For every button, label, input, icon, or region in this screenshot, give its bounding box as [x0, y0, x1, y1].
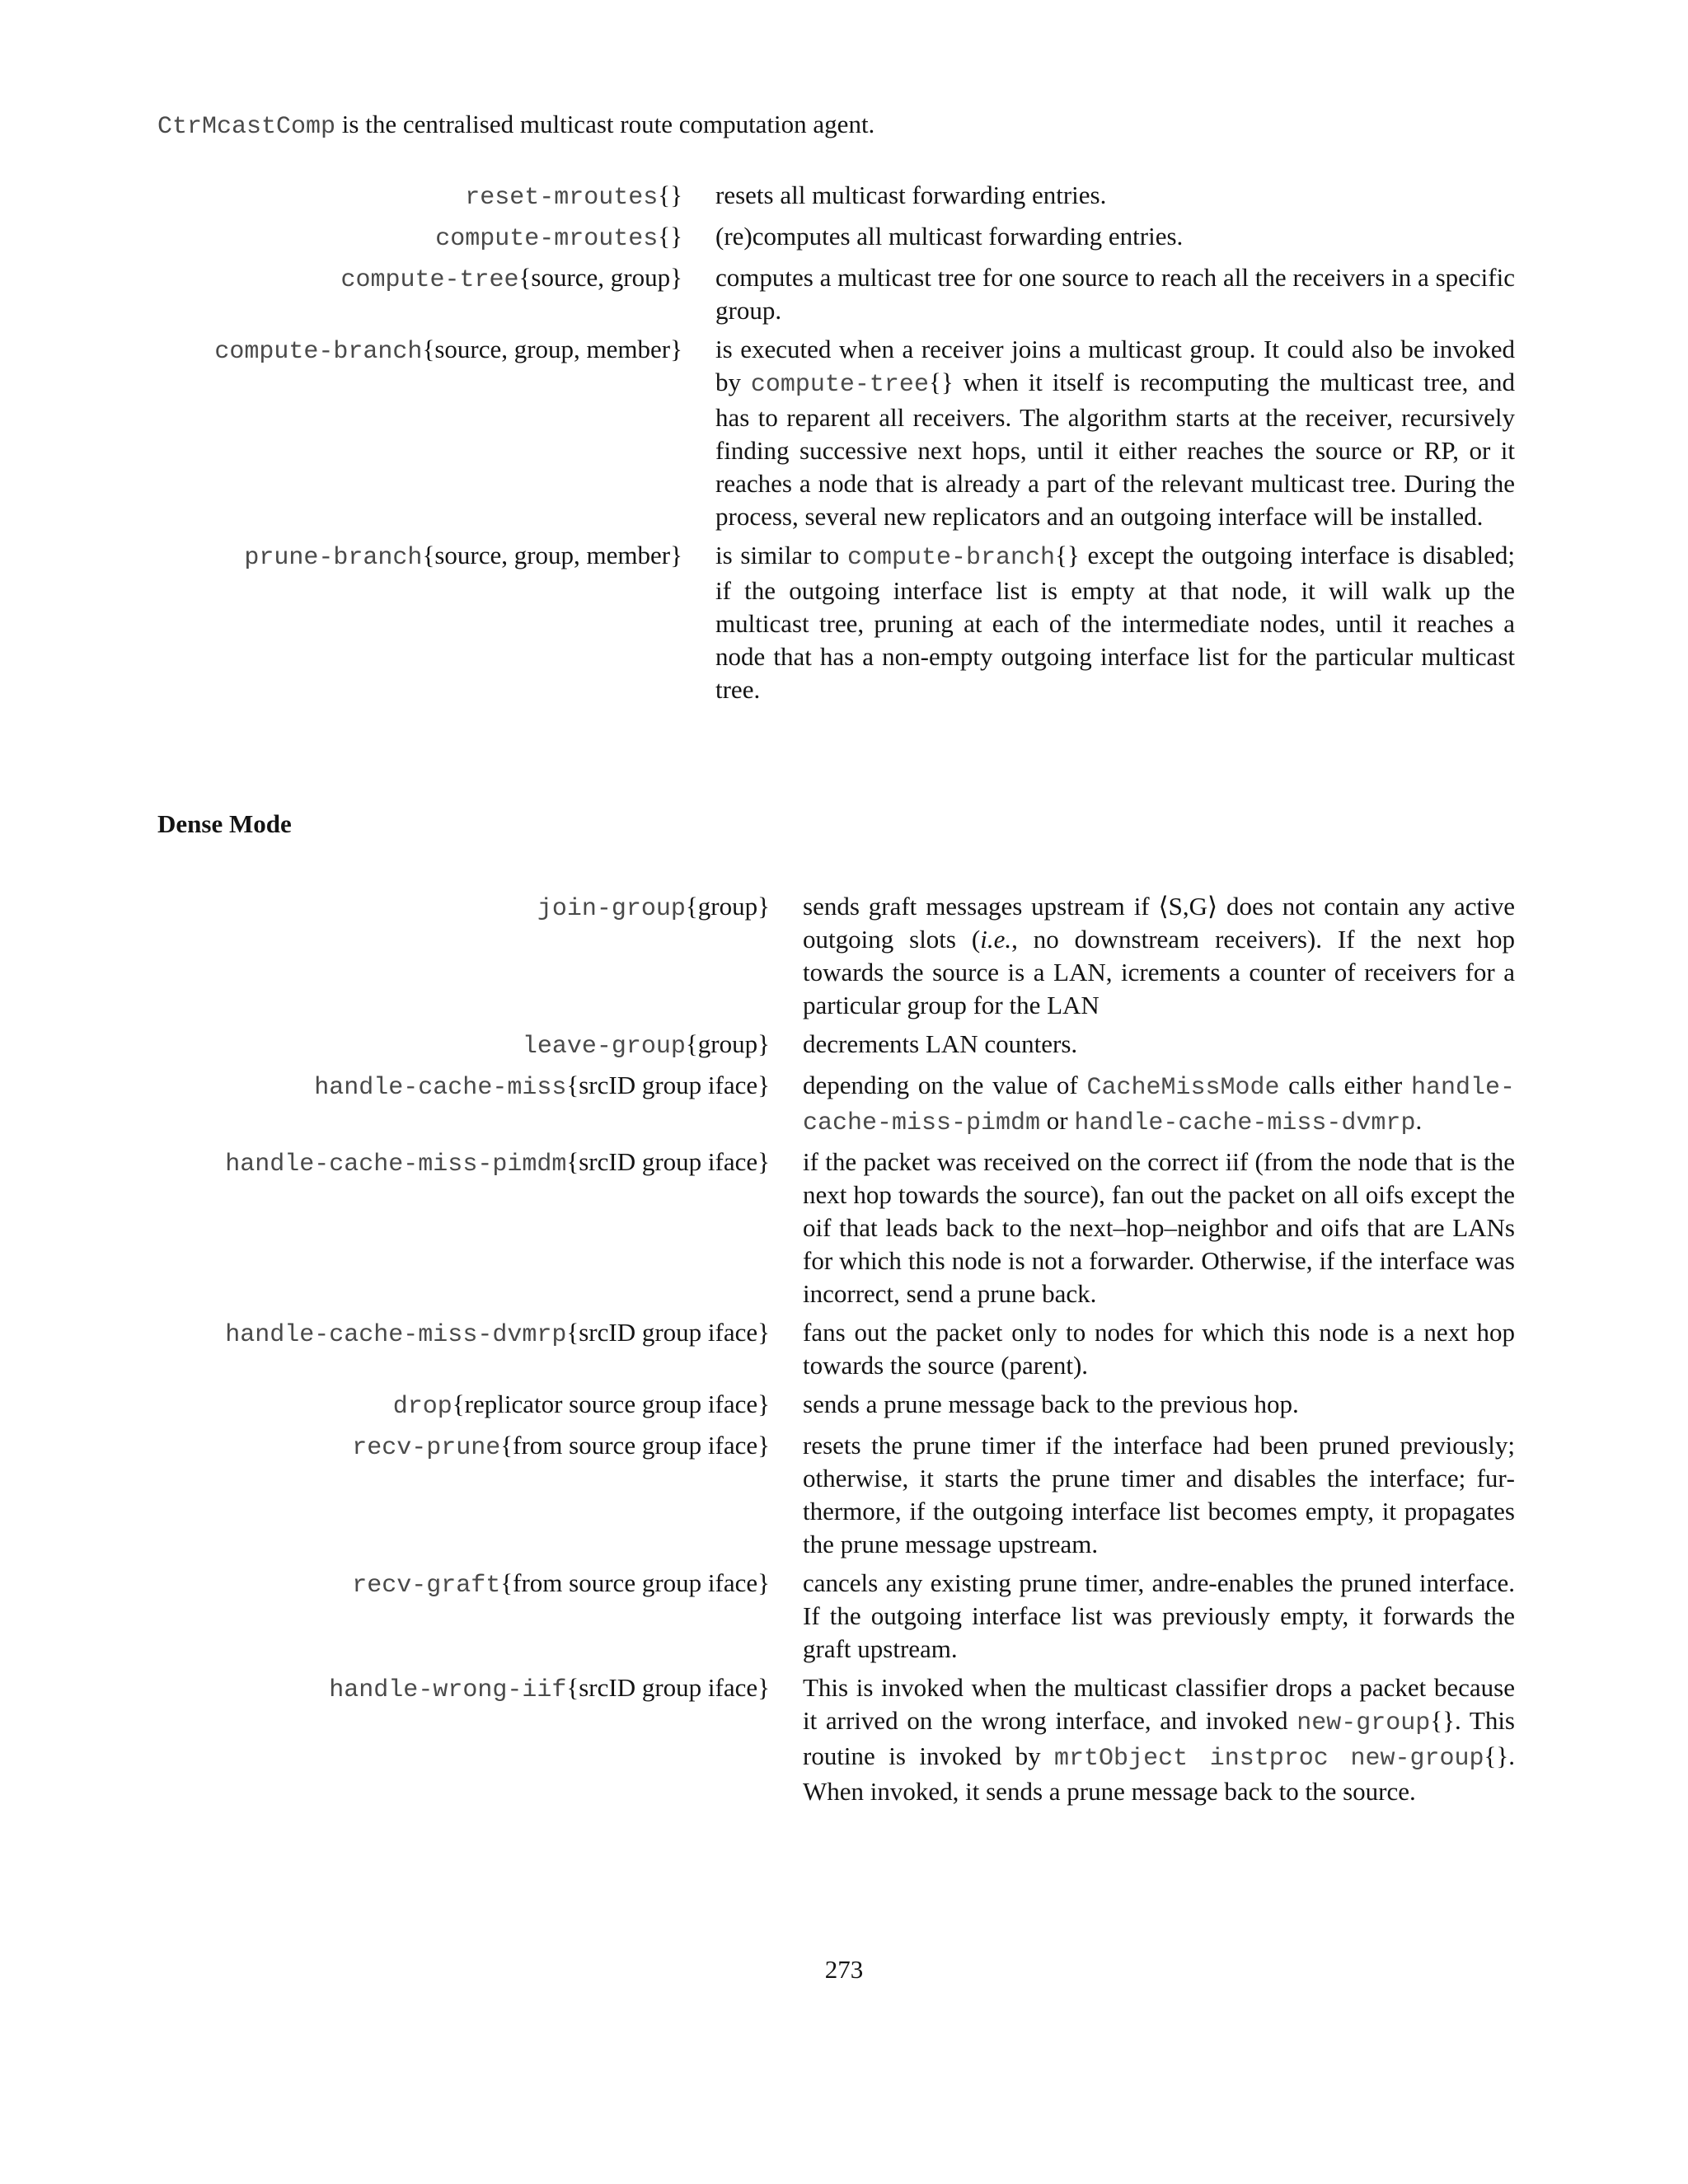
description-text: sends a prune message back to the previous hop.: [803, 1390, 1299, 1418]
inline-code: compute-branch: [847, 544, 1056, 572]
method-row: [157, 890, 1515, 1028]
method-name: compute-tree: [340, 266, 519, 294]
method-args: {srcID group iface}: [566, 1673, 770, 1702]
method-args: {from source group iface}: [500, 1431, 770, 1460]
method-description: [803, 890, 1515, 1028]
italic-text: i.e.: [980, 925, 1012, 954]
method-description: [803, 1429, 1515, 1567]
description-text: {} except the outgoing interface is disabled; if the outgoing interface list is empty at that node, it will walk up the multicast tree, pruning at each of the intermediate nodes, until it reaches a node that has a non-empty outgoing interface list for the particular multicast tree.: [715, 541, 1515, 704]
method-args: {}: [658, 180, 682, 209]
method-name: prune-branch: [244, 544, 423, 572]
description-text: decrements LAN counters.: [803, 1029, 1078, 1058]
method-description: [803, 1028, 1515, 1069]
method-row: [157, 220, 1515, 261]
method-signature: [157, 1388, 803, 1429]
method-name: compute-branch: [214, 338, 423, 366]
method-description: [803, 1388, 1515, 1429]
method-row: [157, 1567, 1515, 1671]
intro-text: is the centralised multicast route computation agent.: [335, 110, 875, 138]
method-signature: [157, 333, 715, 539]
method-args: {source, group, member}: [422, 335, 682, 363]
description-text: if the packet was received on the correct iif (from the node that is the next hop towards the source), fan out the packet on all oifs except the oif that leads back to the next–hop–neighbor and oifs that are LANs for which this node is not a forwarder. Otherwise, if the interface was incorrect, send a prune back.: [803, 1147, 1515, 1308]
method-signature: [157, 261, 715, 333]
method-row: [157, 1388, 1515, 1429]
method-signature: [157, 179, 715, 220]
inline-code: mrtObject instproc new-group: [1054, 1745, 1484, 1773]
intro-code: CtrMcastComp: [157, 113, 336, 141]
description-text: .: [1415, 1106, 1423, 1135]
method-row: [157, 1028, 1515, 1069]
description-text: or: [1040, 1106, 1075, 1135]
description-text: fans out the packet only to nodes for which this node is a next hop towards the source (parent).: [803, 1318, 1515, 1380]
description-text: , no downstream receivers). If the next hop towards the source is a LAN, icrements a counter of receivers for a particular group for the LAN: [803, 925, 1516, 1019]
method-args: {replicator source group iface}: [452, 1390, 770, 1418]
method-row: [157, 1146, 1515, 1316]
method-args: {from source group iface}: [500, 1568, 770, 1597]
method-name: recv-prune: [352, 1434, 501, 1462]
description-text: cancels any existing prune timer, andre-enables the pruned interface. If the outgoing interface list was previously empty, it forwards the graft upstream.: [803, 1568, 1515, 1663]
method-row: [157, 1429, 1515, 1567]
method-name: handle-wrong-iif: [329, 1676, 567, 1704]
method-description: [715, 220, 1515, 261]
method-description: [803, 1567, 1515, 1671]
description-text: computes a multicast tree for one source to reach all the receivers in a specific group.: [715, 263, 1515, 325]
description-text: resets all multicast forwarding entries.: [715, 180, 1107, 209]
method-args: {group}: [685, 1029, 770, 1058]
method-signature: [157, 220, 715, 261]
method-args: {srcID group iface}: [566, 1071, 770, 1099]
ctrmcastcomp-methods-table: [157, 179, 1515, 712]
method-name: compute-mroutes: [435, 225, 659, 253]
description-text: {}. This routine is invoked by: [803, 1706, 1515, 1770]
method-row: [157, 539, 1515, 712]
method-description: [715, 261, 1515, 333]
method-signature: [157, 1028, 803, 1069]
method-args: {srcID group iface}: [566, 1318, 770, 1347]
section-heading: Dense Mode: [157, 809, 292, 838]
method-signature: [157, 1671, 803, 1814]
description-text: {}. When invoked, it sends a prune message back to the source.: [803, 1741, 1515, 1806]
method-description: [803, 1671, 1515, 1814]
description-text: depending on the value of: [803, 1071, 1087, 1099]
method-signature: [157, 1316, 803, 1388]
method-signature: [157, 1069, 803, 1146]
method-signature: [157, 1429, 803, 1567]
page-number: 273: [824, 1955, 864, 1984]
method-args: {group}: [685, 892, 770, 921]
description-text: {} when it itself is recomputing the multicast tree, and has to reparent all receivers. The algorithm starts at the receiver, recursively finding successive next hops, until it either reaches the source or RP, or it reaches a node that is already a part of the relevant multicast tree. During the process, several new replicators and an outgoing interface will be installed.: [715, 368, 1515, 531]
method-name: leave-group: [522, 1033, 686, 1061]
description-text: (re)computes all multicast forwarding entries.: [715, 222, 1184, 251]
method-row: [157, 1069, 1515, 1146]
method-description: [803, 1316, 1515, 1388]
description-text: is similar to: [715, 541, 847, 569]
method-description: [715, 539, 1515, 712]
method-name: handle-cache-miss: [314, 1074, 567, 1102]
method-name: reset-mroutes: [465, 184, 659, 212]
inline-code: new-group: [1296, 1709, 1431, 1737]
method-description: [803, 1146, 1515, 1316]
method-row: [157, 1671, 1515, 1814]
method-name: handle-cache-miss-pimdm: [225, 1151, 567, 1179]
method-args: {srcID group iface}: [566, 1147, 770, 1176]
method-description: [715, 333, 1515, 539]
method-description: [715, 179, 1515, 220]
method-row: [157, 1316, 1515, 1388]
method-signature: [157, 1146, 803, 1316]
description-text: calls either: [1279, 1071, 1411, 1099]
description-text: is executed when a receiver joins a multicast group. It could also be invoked by: [715, 335, 1515, 396]
method-row: [157, 179, 1515, 220]
method-signature: [157, 890, 803, 1028]
method-name: handle-cache-miss-dvmrp: [225, 1321, 567, 1349]
description-text: sends graft messages upstream if ⟨S,G⟩ does not contain any active outgoing slots (: [803, 892, 1515, 954]
method-signature: [157, 1567, 803, 1671]
dense-mode-methods-table: [157, 890, 1515, 1814]
inline-code: handle-cache-miss-pimdm: [803, 1074, 1515, 1137]
intro-paragraph: [157, 108, 874, 143]
method-signature: [157, 539, 715, 712]
inline-code: handle-cache-miss-dvmrp: [1074, 1109, 1416, 1137]
method-args: {source, group}: [518, 263, 682, 292]
method-name: join-group: [537, 895, 686, 923]
inline-code: CacheMissMode: [1086, 1074, 1280, 1102]
method-args: {}: [658, 222, 682, 251]
method-row: [157, 261, 1515, 333]
method-row: [157, 333, 1515, 539]
method-name: drop: [392, 1393, 452, 1421]
description-text: resets the prune timer if the interface had been pruned previously; otherwise, it starts the prune timer and disables the interface; furthermore, if the outgoing interface list becomes empty, it propagates the prune message upstream.: [803, 1431, 1515, 1558]
description-text: This is invoked when the multicast classifier drops a packet because it arrived on the wrong interface, and invoked: [803, 1673, 1515, 1735]
method-name: recv-graft: [352, 1572, 501, 1600]
inline-code: compute-tree: [750, 371, 929, 399]
method-description: [803, 1069, 1515, 1146]
method-args: {source, group, member}: [422, 541, 682, 569]
